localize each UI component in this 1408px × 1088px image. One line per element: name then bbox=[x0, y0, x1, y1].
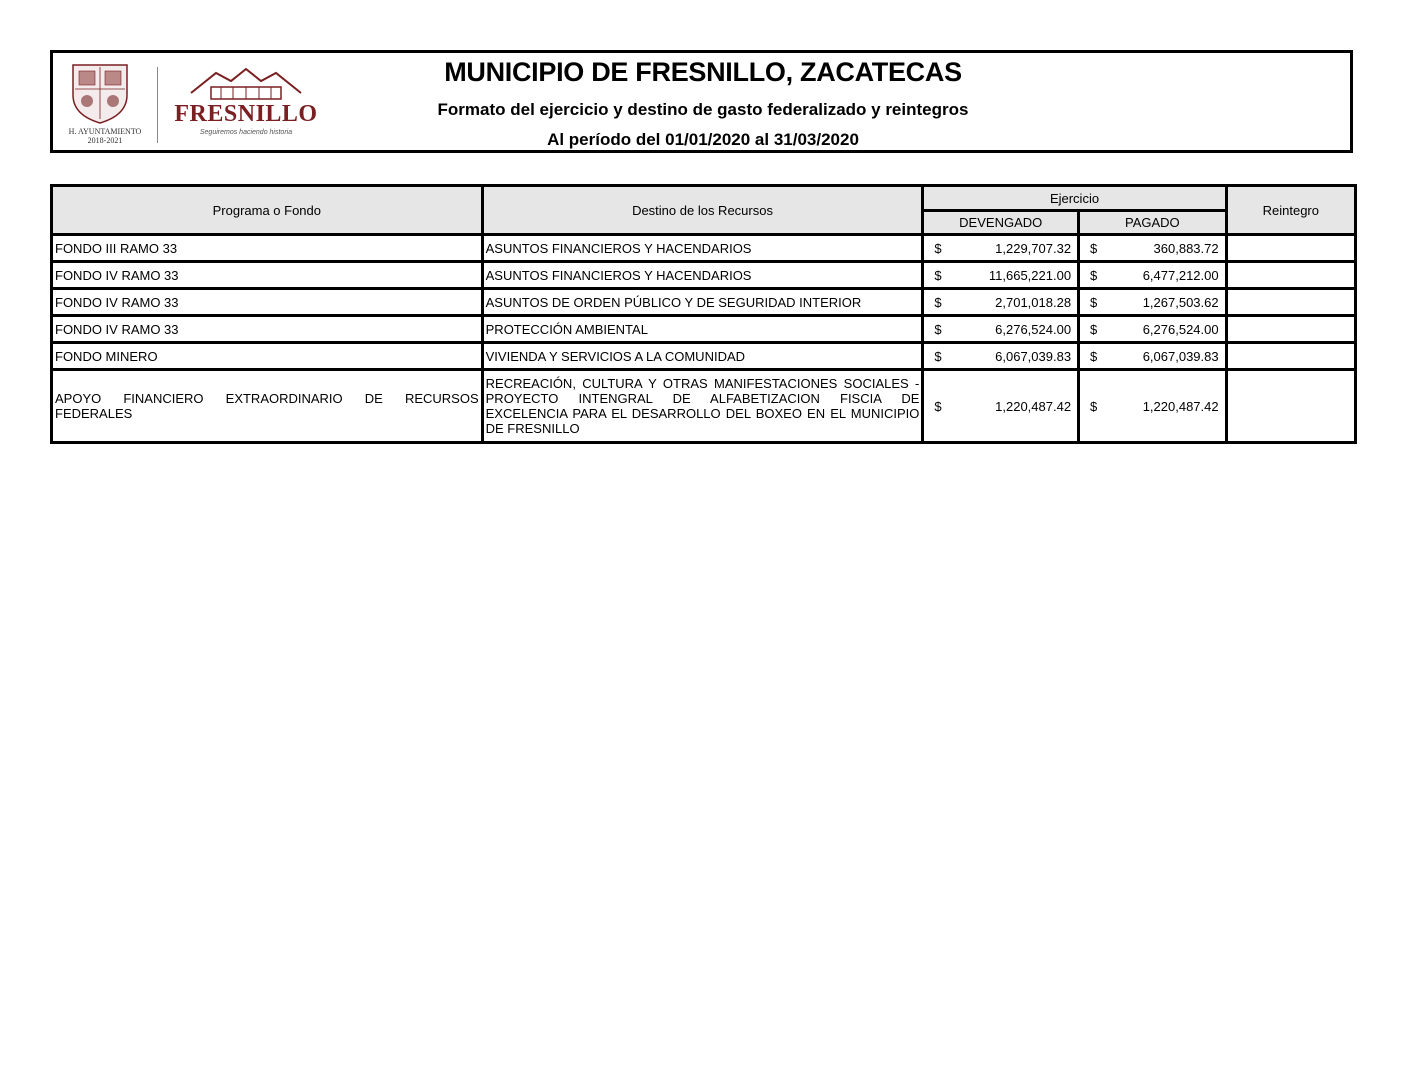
monument-icon bbox=[171, 63, 321, 103]
cell-devengado bbox=[924, 344, 1077, 368]
cell-reintegro bbox=[1228, 290, 1354, 314]
gasto-federalizado-table bbox=[50, 184, 1357, 444]
table-header-row bbox=[53, 187, 1354, 209]
cell-reintegro bbox=[1228, 317, 1354, 341]
devengado-value: 1,229,707.32 bbox=[995, 240, 1072, 256]
seal-years-text: 2018-2021 bbox=[87, 136, 123, 145]
currency-symbol: $ bbox=[934, 348, 942, 364]
cell-devengado bbox=[924, 263, 1077, 287]
seal-caption-text: H. AYUNTAMIENTO bbox=[68, 127, 142, 136]
currency-symbol: $ bbox=[934, 398, 942, 414]
logos bbox=[61, 59, 321, 149]
brand-name: FRESNILLO bbox=[174, 101, 318, 127]
cell-programa: FONDO III RAMO 33 bbox=[53, 236, 481, 260]
cell-reintegro bbox=[1228, 344, 1354, 368]
cell-destino: ASUNTOS DE ORDEN PÚBLICO Y DE SEGURIDAD INTERIOR bbox=[484, 290, 922, 314]
brand-slogan: Seguiremos haciendo historia bbox=[199, 129, 293, 136]
logo-divider bbox=[157, 67, 158, 143]
cell-destino: VIVIENDA Y SERVICIOS A LA COMUNIDAD bbox=[484, 344, 922, 368]
cell-programa: FONDO IV RAMO 33 bbox=[53, 290, 481, 314]
cell-pagado bbox=[1080, 236, 1225, 260]
col-header-reintegro: Reintegro bbox=[1228, 187, 1354, 233]
currency-symbol: $ bbox=[1090, 267, 1098, 283]
devengado-value: 2,701,018.28 bbox=[995, 294, 1072, 310]
ayuntamiento-seal-icon bbox=[65, 61, 142, 149]
cell-programa: FONDO IV RAMO 33 bbox=[53, 263, 481, 287]
cell-devengado bbox=[924, 371, 1077, 441]
pagado-value: 6,276,524.00 bbox=[1142, 321, 1219, 337]
cell-destino: ASUNTOS FINANCIEROS Y HACENDARIOS bbox=[484, 263, 922, 287]
table-row bbox=[53, 371, 1354, 441]
cell-devengado bbox=[924, 236, 1077, 260]
cell-pagado bbox=[1080, 344, 1225, 368]
devengado-value: 6,067,039.83 bbox=[995, 348, 1072, 364]
currency-symbol: $ bbox=[1090, 348, 1098, 364]
col-header-destino: Destino de los Recursos bbox=[484, 187, 922, 233]
cell-reintegro bbox=[1228, 236, 1354, 260]
currency-symbol: $ bbox=[934, 267, 942, 283]
currency-symbol: $ bbox=[934, 240, 942, 256]
cell-reintegro bbox=[1228, 371, 1354, 441]
devengado-value: 11,665,221.00 bbox=[988, 267, 1072, 283]
currency-symbol: $ bbox=[934, 321, 942, 337]
report-header bbox=[50, 50, 1353, 153]
cell-destino: RECREACIÓN, CULTURA Y OTRAS MANIFESTACIONES SOCIALES - PROYECTO INTENGRAL DE ALFABETIZACION FISCIA DE EXCELENCIA PARA EL DESARROLLO DEL BOXEO EN EL MUNICIPIO DE FRESNILLO bbox=[484, 371, 922, 441]
cell-pagado bbox=[1080, 371, 1225, 441]
table-row bbox=[53, 236, 1354, 260]
cell-devengado bbox=[924, 290, 1077, 314]
pagado-value: 1,220,487.42 bbox=[1142, 398, 1219, 414]
table-row bbox=[53, 317, 1354, 341]
report-period: Al período del 01/01/2020 al 31/03/2020 bbox=[547, 130, 859, 149]
seal-caption bbox=[65, 127, 145, 145]
pagado-value: 6,067,039.83 bbox=[1142, 348, 1219, 364]
col-header-pagado: PAGADO bbox=[1080, 212, 1225, 233]
table-row bbox=[53, 290, 1354, 314]
cell-pagado bbox=[1080, 317, 1225, 341]
fresnillo-brand-logo bbox=[171, 63, 321, 149]
col-header-ejercicio: Ejercicio bbox=[924, 187, 1224, 209]
cell-programa: FONDO IV RAMO 33 bbox=[53, 317, 481, 341]
table-row bbox=[53, 344, 1354, 368]
currency-symbol: $ bbox=[1090, 321, 1098, 337]
page-title: MUNICIPIO DE FRESNILLO, ZACATECAS bbox=[444, 57, 962, 87]
devengado-value: 1,220,487.42 bbox=[995, 398, 1072, 414]
col-header-devengado: DEVENGADO bbox=[924, 212, 1077, 233]
cell-pagado bbox=[1080, 263, 1225, 287]
cell-pagado bbox=[1080, 290, 1225, 314]
pagado-value: 6,477,212.00 bbox=[1142, 267, 1219, 283]
cell-destino: ASUNTOS FINANCIEROS Y HACENDARIOS bbox=[484, 236, 922, 260]
currency-symbol: $ bbox=[1090, 294, 1098, 310]
pagado-value: 360,883.72 bbox=[1153, 240, 1219, 256]
currency-symbol: $ bbox=[1090, 398, 1098, 414]
pagado-value: 1,267,503.62 bbox=[1142, 294, 1219, 310]
table-row bbox=[53, 263, 1354, 287]
cell-devengado bbox=[924, 317, 1077, 341]
cell-destino: PROTECCIÓN AMBIENTAL bbox=[484, 317, 922, 341]
cell-programa: APOYO FINANCIERO EXTRAORDINARIO DE RECURSOS FEDERALES bbox=[53, 371, 481, 441]
currency-symbol: $ bbox=[934, 294, 942, 310]
cell-programa: FONDO MINERO bbox=[53, 344, 481, 368]
col-header-programa: Programa o Fondo bbox=[53, 187, 481, 233]
devengado-value: 6,276,524.00 bbox=[995, 321, 1072, 337]
currency-symbol: $ bbox=[1090, 240, 1098, 256]
cell-reintegro bbox=[1228, 263, 1354, 287]
page-subtitle: Formato del ejercicio y destino de gasto federalizado y reintegros bbox=[437, 100, 969, 119]
